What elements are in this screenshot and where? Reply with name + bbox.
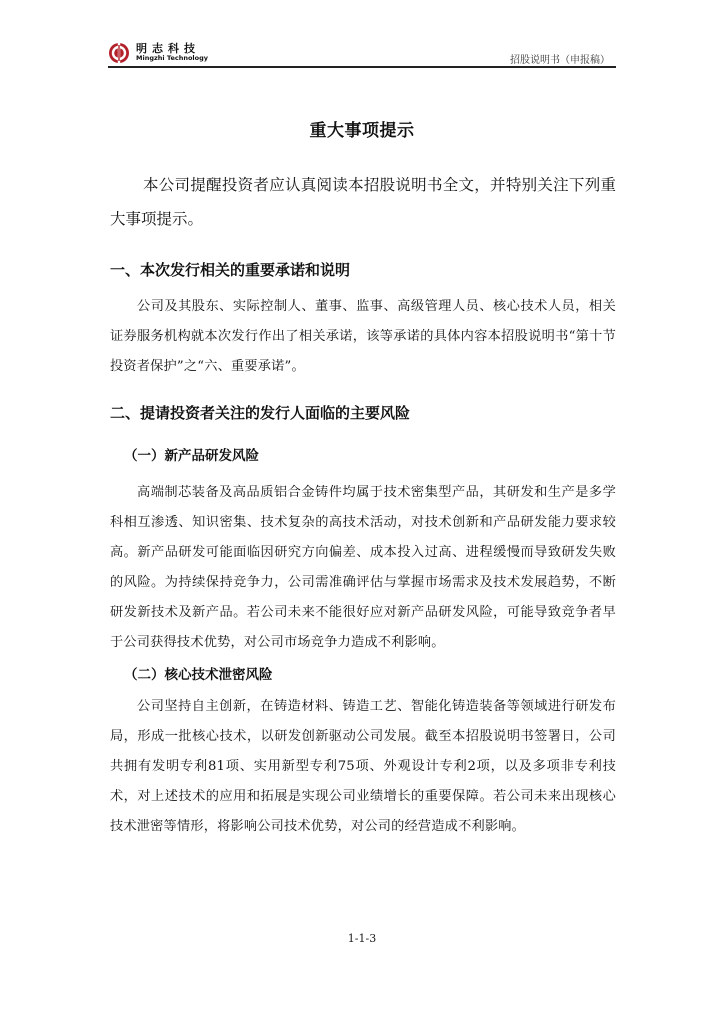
document-label: 招股说明书（申报稿） — [510, 55, 610, 66]
subsection-1-body: 高端制芯装备及高品质铝合金铸件均属于技术密集型产品，其研发和生产是多学科相互渗透、知识密集、技术复杂的高技术活动，对技术创新和产品研发能力要求较高。新产品研发可能面临因研究方向偏差、成本投入过高、进程缓慢而导致研发失败的风险。为持续保持竞争力，公司需准确评估与掌握市场需求及技术发展趋势，不断研发新技术及新产品。若公司未来不能很好应对新产品研发风险，可能导致竞争者早于公司获得技术优势，对公司市场竞争力造成不利影响。 — [110, 485, 616, 650]
company-logo-icon — [108, 42, 130, 64]
page-title: 重大事项提示 — [309, 121, 415, 141]
logo-english-name: Mingzhi Technology — [136, 54, 209, 62]
section-1-body: 公司及其股东、实际控制人、董事、监事、高级管理人员、核心技术人员，相关证券服务机构就本次发行作出了相关承诺，该等承诺的具体内容本招股说明书“第十节投资者保护”之“六、重要承诺”。 — [110, 299, 616, 374]
subsection-1-heading: （一）新产品研发风险 — [124, 448, 259, 464]
subsection-2-heading: （二）核心技术泄密风险 — [124, 667, 273, 683]
company-logo — [108, 40, 228, 66]
logo-chinese-name: 明志科技 — [136, 42, 200, 55]
section-2-heading: 二、提请投资者关注的发行人面临的主要风险 — [110, 404, 411, 422]
intro-paragraph: 本公司提醒投资者应认真阅读本招股说明书全文，并特别关注下列重大事项提示。 — [110, 176, 616, 228]
header-divider — [108, 66, 616, 68]
subsection-2-body: 公司坚持自主创新，在铸造材料、铸造工艺、智能化铸造装备等领域进行研发布局，形成一批核心技术，以研发创新驱动公司发展。截至本招股说明书签署日，公司共拥有发明专利81项、实用新型专利75项、外观设计专利2项，以及多项非专利技术，对上述技术的应用和拓展是实现公司业绩增长的重要保障。若公司未来出现核心技术泄密等情形，将影响公司技术优势，对公司的经营造成不利影响。 — [110, 699, 616, 834]
section-1-heading: 一、本次发行相关的重要承诺和说明 — [110, 261, 351, 279]
page-number: 1-1-3 — [347, 932, 377, 945]
page-header — [108, 40, 616, 66]
